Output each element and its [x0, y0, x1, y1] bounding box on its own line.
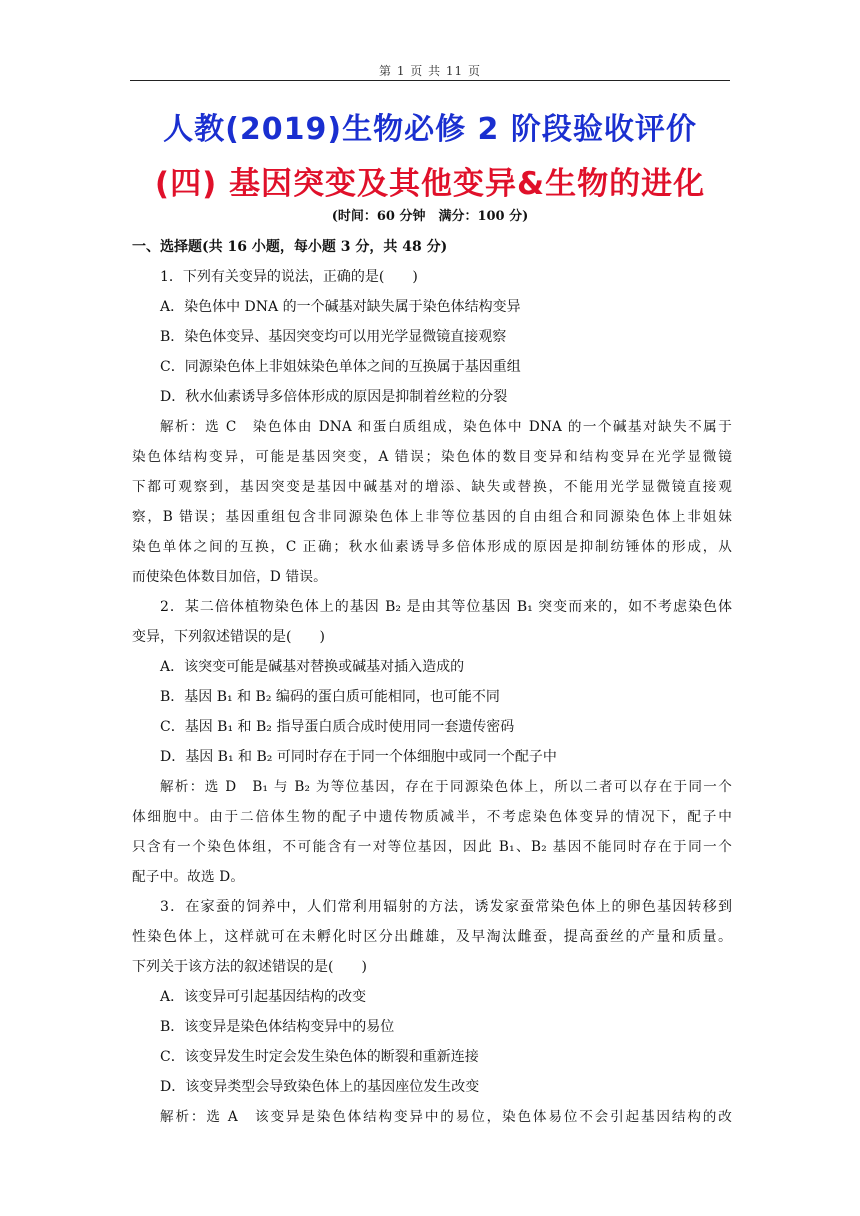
q2-stem: 2．某二倍体植物染色体上的基因 B₂ 是由其等位基因 B₁ 突变而来的，如不考虑染色体: [160, 599, 732, 615]
doc-title-line1: 人教(2019)生物必修 2 阶段验收评价: [163, 112, 697, 147]
q1-stem: 1．下列有关变异的说法，正确的是( ): [160, 269, 418, 285]
doc-body: [132, 232, 732, 1132]
q1-analysis-line: 察，B 错误；基因重组包含非同源染色体上非等位基因的自由组合和同源染色体上非姐妹: [132, 509, 732, 525]
q1-option-c: C．同源染色体上非姐妹染色单体之间的互换属于基因重组: [160, 359, 521, 375]
q3-option-a: A．该变异可引起基因结构的改变: [160, 989, 367, 1005]
q2-option-a: A．该突变可能是碱基对替换或碱基对插入造成的: [160, 659, 465, 675]
q2-analysis-line: 配子中。故选 D。: [132, 869, 245, 885]
q1-option-b: B．染色体变异、基因突变均可以用光学显微镜直接观察: [160, 329, 507, 345]
q1-analysis-line: 而使染色体数目加倍，D 错误。: [132, 569, 327, 585]
q3-stem: 3．在家蚕的饲养中，人们常利用辐射的方法，诱发家蚕常染色体上的卵色基因转移到: [160, 899, 732, 915]
q1-analysis-line: 下都可观察到，基因突变是基因中碱基对的增添、缺失或替换，不能用光学显微镜直接观: [132, 479, 732, 495]
q3-option-b: B．该变异是染色体结构变异中的易位: [160, 1019, 395, 1035]
q2-analysis-line: 解析：选 D B₁ 与 B₂ 为等位基因，存在于同源染色体上，所以二者可以存在于同一个: [160, 779, 732, 795]
q3-analysis-line: 解析：选 A 该变异是染色体结构变异中的易位，染色体易位不会引起基因结构的改: [160, 1109, 732, 1125]
q3-stem: 性染色体上，这样就可在未孵化时区分出雌雄，及早淘汰雌蚕，提高蚕丝的产量和质量。: [132, 929, 732, 945]
section-heading: 一、选择题(共 16 小题，每小题 3 分，共 48 分): [132, 239, 448, 255]
q1-option-a: A．染色体中 DNA 的一个碱基对缺失属于染色体结构变异: [160, 299, 521, 315]
q3-stem: 下列关于该方法的叙述错误的是( ): [132, 959, 367, 975]
q2-option-d: D．基因 B₁ 和 B₂ 可同时存在于同一个体细胞中或同一个配子中: [160, 749, 557, 765]
q1-option-d: D．秋水仙素诱导多倍体形成的原因是抑制着丝粒的分裂: [160, 389, 508, 405]
q2-analysis-line: 只含有一个染色体组，不可能含有一对等位基因，因此 B₁、B₂ 基因不能同时存在于同一个: [132, 839, 732, 855]
q3-option-d: D．该变异类型会导致染色体上的基因座位发生改变: [160, 1079, 480, 1095]
q2-analysis-line: 体细胞中。由于二倍体生物的配子中遗传物质减半，不考虑染色体变异的情况下，配子中: [132, 809, 732, 825]
q1-analysis-line: 染色体结构变异，可能是基因突变，A 错误；染色体的数目变异和结构变异在光学显微镜: [132, 449, 732, 465]
q2-option-c: C．基因 B₁ 和 B₂ 指导蛋白质合成时使用同一套遗传密码: [160, 719, 515, 735]
header-rule: [130, 80, 730, 81]
q2-stem: 变异，下列叙述错误的是( ): [132, 629, 325, 645]
q3-option-c: C．该变异发生时定会发生染色体的断裂和重新连接: [160, 1049, 479, 1065]
doc-subtitle: (时间：60 分钟 满分：100 分): [331, 209, 529, 224]
q1-analysis-line: 解析：选 C 染色体由 DNA 和蛋白质组成，染色体中 DNA 的一个碱基对缺失不属于: [160, 419, 732, 435]
page-header: 第 1 页 共 11 页: [379, 64, 481, 78]
doc-title-line2: (四) 基因突变及其他变异&生物的进化: [154, 166, 706, 202]
q1-analysis-line: 染色单体之间的互换，C 正确；秋水仙素诱导多倍体形成的原因是抑制纺锤体的形成，从: [132, 539, 732, 555]
q2-option-b: B．基因 B₁ 和 B₂ 编码的蛋白质可能相同，也可能不同: [160, 689, 500, 705]
